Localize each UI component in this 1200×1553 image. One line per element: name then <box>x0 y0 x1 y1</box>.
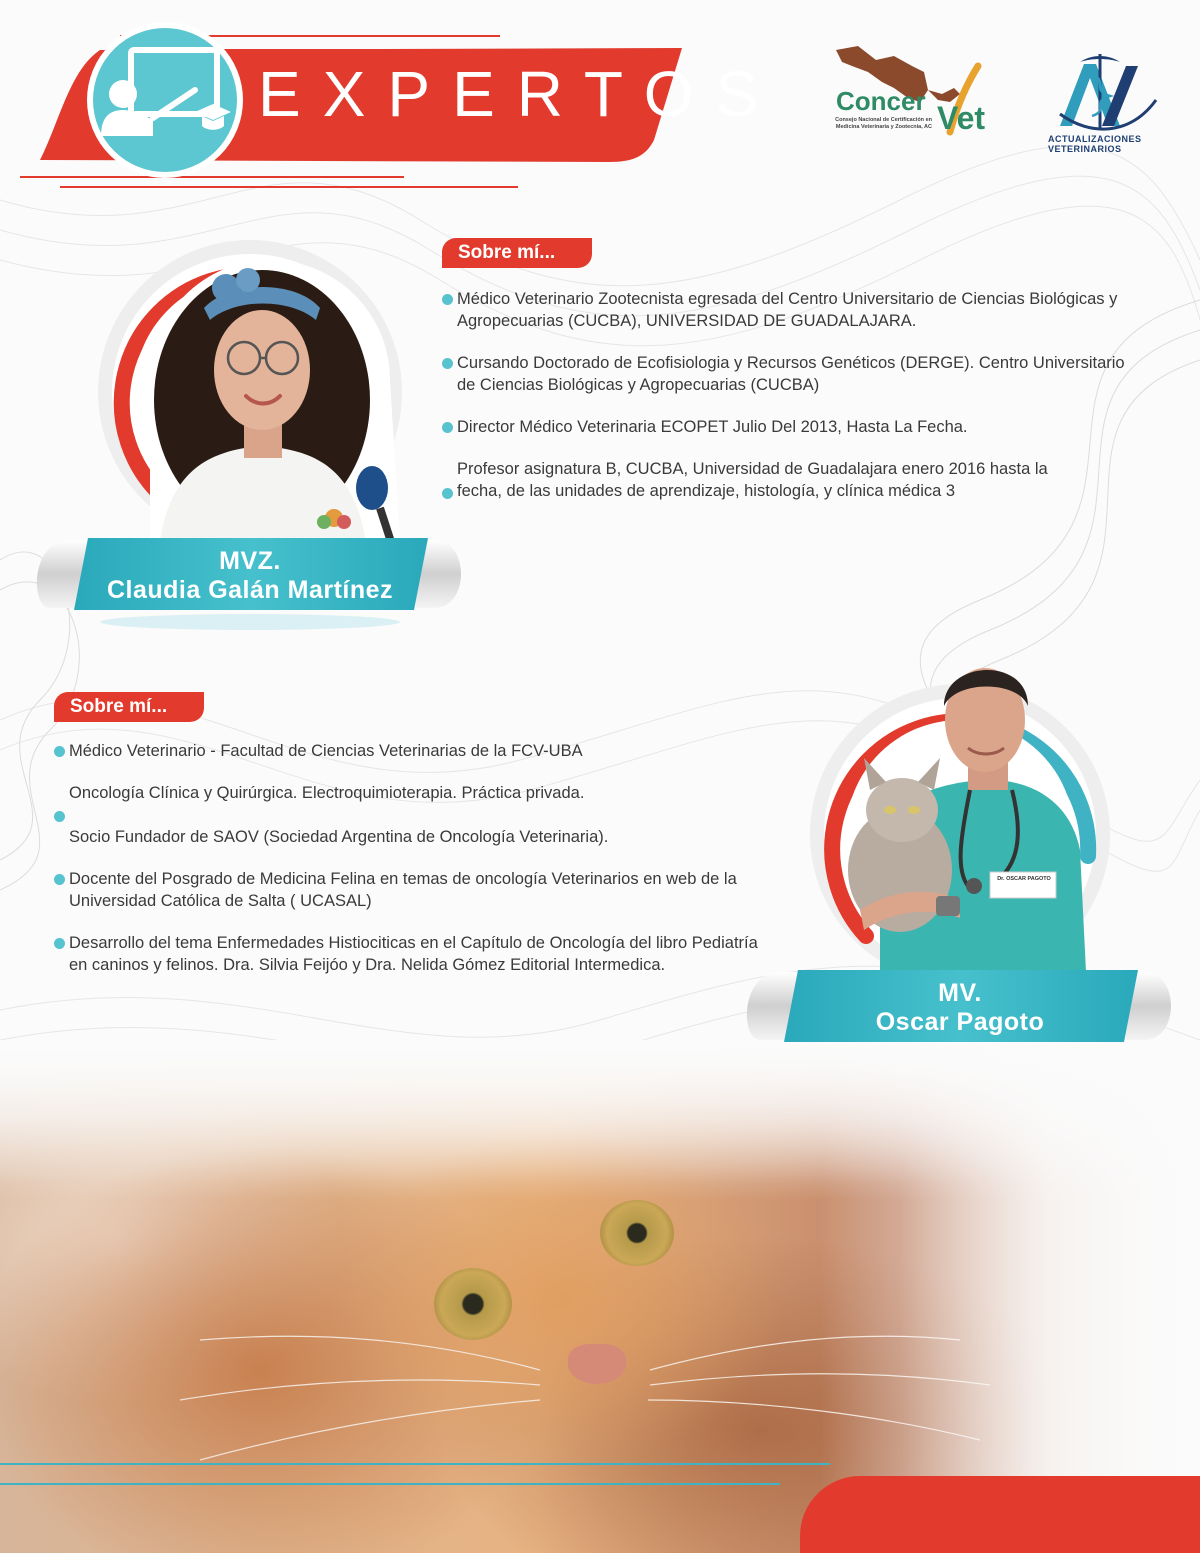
list-item <box>457 288 1147 332</box>
bullet-dot <box>54 874 65 885</box>
bullet-text: Docente del Posgrado de Medicina Felina en temas de oncología Veterinarios en web de la Universidad Católica de Salta ( UCASAL) <box>69 870 737 910</box>
bullet-dot <box>54 811 65 822</box>
bullet-text: Médico Veterinario - Facultad de Ciencias Veterinarias de la FCV-UBA <box>69 742 583 760</box>
expert-title-oscar: MV. <box>938 979 982 1007</box>
bullet-dot <box>442 294 453 305</box>
bullet-text: Oncología Clínica y Quirúrgica. Electroquimioterapia. Práctica privada. <box>69 784 585 802</box>
portrait-oscar <box>840 650 1090 972</box>
header <box>0 0 1200 200</box>
portrait-claudia <box>140 250 410 542</box>
list-item <box>69 740 759 762</box>
bullet-dot <box>54 938 65 949</box>
bullets-claudia <box>457 288 1147 502</box>
bullet-text: Socio Fundador de SAOV (Sociedad Argentina de Oncología Veterinaria). <box>69 828 609 846</box>
concervet-logo-word: Concer <box>836 86 926 116</box>
about-me-tab-oscar: Sobre mí... <box>54 692 204 722</box>
teacher-board-icon <box>95 38 235 158</box>
bullet-dot <box>442 488 453 499</box>
list-item <box>69 932 759 976</box>
bullet-dot <box>442 422 453 433</box>
bullet-text: Cursando Doctorado de Ecofisiologia y Recursos Genéticos (DERGE). Centro Universitario de Ciencias Biológicas y Agropecuarias (CUCBA) <box>457 354 1125 394</box>
about-me-tab-claudia: Sobre mí... <box>442 238 592 268</box>
list-item <box>457 352 1147 396</box>
av-logo-subtitle: ACTUALIZACIONES VETERINARIOS <box>1048 134 1142 154</box>
concervet-logo-subtitle: Consejo Nacional de Certificación en Medicina Veterinaria y Zootecnia, AC <box>835 117 932 130</box>
list-item <box>457 416 1147 438</box>
concervet-logo-vet: Vet <box>937 100 986 136</box>
list-item <box>69 868 759 912</box>
list-item <box>69 813 759 848</box>
graduation-cap-icon <box>193 100 233 134</box>
coat-tag-text: Dr. OSCAR PAGOTO <box>997 876 1051 882</box>
bullets-oscar <box>69 740 759 976</box>
bullet-dot <box>54 746 65 757</box>
expert-name-claudia: Claudia Galán Martínez <box>106 576 394 604</box>
list-item <box>69 782 759 804</box>
expert-title-claudia: MVZ. <box>219 547 281 575</box>
bullet-text: Director Médico Veterinaria ECOPET Julio Del 2013, Hasta La Fecha. <box>457 418 968 436</box>
bullet-dot <box>442 358 453 369</box>
page-title: EXPERTOS <box>258 58 781 130</box>
list-item <box>457 458 1087 502</box>
bullet-text: Profesor asignatura B, CUCBA, Universidad de Guadalajara enero 2016 hasta la fecha, de las unidades de aprendizaje, histología, y clínica médica 3 <box>457 460 1048 500</box>
expert-name-oscar: Oscar Pagoto <box>875 1008 1045 1036</box>
footer-red-bar <box>800 1476 1200 1553</box>
bullet-text: Médico Veterinario Zootecnista egresada del Centro Universitario de Ciencias Biológicas y Agropecuarias (CUCBA), UNIVERSIDAD DE GUADALAJARA. <box>457 290 1118 330</box>
bullet-text: Desarrollo del tema Enfermedades Histiociticas en el Capítulo de Oncología del libro Pediatría en caninos y felinos. Dra. Silvia Feijóo y Dra. Nelida Gómez Editorial Intermedica. <box>69 934 758 974</box>
